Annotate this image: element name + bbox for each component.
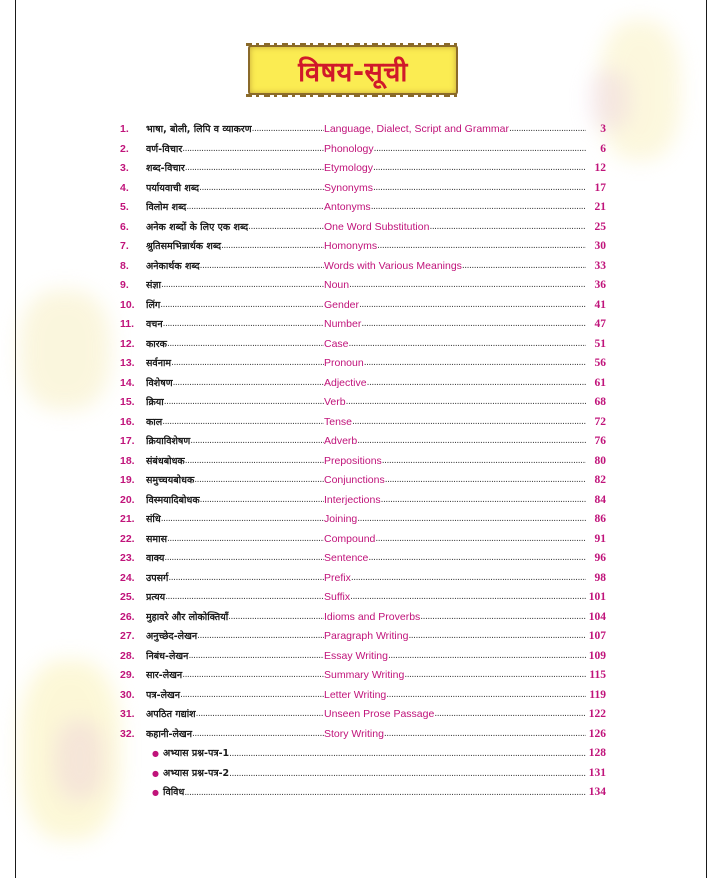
- leader-dots: [381, 491, 586, 511]
- toc-entry[interactable]: [120, 218, 606, 238]
- entry-page-number: 122: [588, 708, 606, 720]
- entry-page-number: 128: [588, 747, 606, 759]
- entry-number: 24.: [120, 571, 135, 584]
- entry-hindi-title: विस्मयादिबोधक: [146, 494, 200, 506]
- entry-page-number: 101: [588, 591, 606, 603]
- entry-english-title: Number: [324, 318, 362, 330]
- toc-entry[interactable]: [120, 627, 606, 647]
- entry-page-number: 61: [594, 376, 606, 389]
- leader-dots: [374, 140, 586, 160]
- entry-hindi-title: संज्ञा: [146, 280, 161, 291]
- leader-dots: [229, 765, 586, 785]
- entry-english-title: Adjective: [324, 376, 367, 389]
- leader-dots: [173, 374, 324, 394]
- entry-english-title: Case: [324, 337, 349, 350]
- entry-page-number: 119: [589, 688, 606, 701]
- entry-hindi-title: उपसर्ग: [146, 572, 169, 584]
- entry-hindi-title: विशेषण: [146, 377, 173, 389]
- entry-hindi-title: वाक्य: [146, 553, 165, 564]
- leader-dots: [384, 725, 586, 745]
- entry-number: 28.: [120, 649, 135, 662]
- leader-dots: [361, 315, 586, 335]
- puzzle-decoration-bottom-left-2: [55, 720, 105, 800]
- leader-dots: [199, 179, 324, 199]
- leader-dots: [200, 257, 324, 277]
- entry-page-number: 3: [600, 123, 606, 135]
- toc-extra-entry[interactable]: [120, 783, 606, 803]
- leader-dots: [167, 335, 324, 355]
- leader-dots: [228, 608, 324, 628]
- leader-dots: [164, 393, 324, 413]
- leader-dots: [350, 588, 586, 608]
- leader-dots: [248, 218, 324, 238]
- puzzle-decoration-left: [20, 290, 110, 410]
- bullet-icon: ●: [152, 788, 159, 797]
- entry-number: 9.: [120, 279, 129, 291]
- toc-entry[interactable]: [120, 588, 606, 608]
- entry-hindi-title: सर्वनाम: [146, 358, 172, 369]
- entry-english-title: Compound: [324, 532, 376, 545]
- leader-dots: [184, 784, 586, 804]
- leader-dots: [349, 276, 586, 296]
- entry-number: 18.: [120, 454, 135, 467]
- extra-hindi-title: विविध: [162, 787, 185, 798]
- toc-entry[interactable]: [120, 432, 606, 452]
- entry-english-title: Joining: [324, 513, 358, 525]
- entry-hindi-title: भाषा, बोली, लिपि व व्याकरण: [146, 124, 252, 135]
- entry-english-title: Phonology: [324, 142, 374, 155]
- entry-number: 21.: [120, 513, 135, 525]
- entry-page-number: 91: [594, 532, 606, 545]
- entry-english-title: Gender: [324, 298, 360, 311]
- entry-page-number: 96: [594, 552, 606, 564]
- entry-number: 15.: [120, 396, 135, 408]
- entry-hindi-title: सार-लेखन: [146, 670, 183, 681]
- entry-hindi-title: लिंग: [146, 299, 161, 311]
- toc-entry[interactable]: [120, 471, 606, 491]
- entry-english-title: Letter Writing: [324, 688, 387, 701]
- toc-entry[interactable]: [120, 510, 606, 530]
- entry-hindi-title: कहानी-लेखन: [146, 728, 192, 740]
- leader-dots: [351, 569, 586, 589]
- entry-page-number: 76: [594, 435, 606, 447]
- leader-dots: [357, 432, 586, 452]
- toc-entry[interactable]: [120, 549, 606, 569]
- extra-hindi-title: अभ्यास प्रश्न-पत्र-2: [162, 767, 230, 779]
- entry-number: 2.: [120, 142, 129, 155]
- entry-hindi-title: निबंध-लेखन: [146, 650, 189, 662]
- entry-hindi-title: पत्र-लेखन: [146, 689, 181, 701]
- leader-dots: [349, 335, 586, 355]
- toc-entry[interactable]: [120, 725, 606, 745]
- leader-dots: [168, 569, 324, 589]
- entry-page-number: 104: [588, 610, 606, 623]
- leader-dots: [429, 218, 586, 238]
- toc-entry[interactable]: [120, 179, 606, 199]
- entry-hindi-title: पर्यायवाची शब्द: [146, 182, 200, 194]
- leader-dots: [509, 120, 586, 140]
- entry-page-number: 80: [594, 454, 606, 467]
- entry-number: 30.: [120, 688, 135, 701]
- entry-english-title: Homonyms: [324, 240, 378, 252]
- toc-entry[interactable]: [120, 198, 606, 218]
- entry-english-title: Noun: [324, 279, 350, 291]
- entry-page-number: 84: [594, 493, 606, 506]
- entry-hindi-title: कारक: [146, 338, 167, 350]
- leader-dots: [161, 276, 324, 296]
- entry-number: 22.: [120, 532, 135, 545]
- toc-entry[interactable]: [120, 686, 606, 706]
- entry-hindi-title: मुहावरे और लोकोक्तियाँ: [146, 611, 229, 623]
- leader-dots: [190, 432, 324, 452]
- entry-hindi-title: अनेकार्थक शब्द: [146, 260, 200, 272]
- leader-dots: [185, 452, 324, 472]
- entry-number: 16.: [120, 415, 135, 428]
- entry-page-number: 51: [594, 337, 606, 350]
- leader-dots: [420, 608, 586, 628]
- entry-english-title: Conjunctions: [324, 474, 385, 486]
- toc-entry[interactable]: [120, 452, 606, 472]
- entry-number: 13.: [120, 357, 135, 369]
- entry-hindi-title: विलोम शब्द: [146, 202, 187, 213]
- entry-english-title: Pronoun: [324, 357, 364, 369]
- toc-entry[interactable]: [120, 491, 606, 511]
- bullet-icon: ●: [152, 749, 159, 758]
- entry-english-title: Language, Dialect, Script and Grammar: [324, 123, 510, 135]
- leader-dots: [192, 725, 324, 745]
- leader-dots: [165, 588, 324, 608]
- leader-dots: [434, 705, 586, 725]
- entry-page-number: 115: [589, 669, 606, 681]
- entry-number: 29.: [120, 669, 135, 681]
- leader-dots: [382, 452, 586, 472]
- toc-entry[interactable]: [120, 530, 606, 550]
- entry-page-number: 25: [594, 220, 606, 233]
- toc-extra-entry[interactable]: [120, 764, 606, 784]
- entry-page-number: 109: [588, 649, 606, 662]
- toc-entry[interactable]: [120, 374, 606, 394]
- leader-dots: [194, 471, 324, 491]
- entry-english-title: Verb: [324, 396, 346, 408]
- entry-hindi-title: संबंधबोधक: [146, 455, 185, 467]
- leader-dots: [200, 491, 324, 511]
- entry-hindi-title: वर्ण-विचार: [146, 143, 183, 155]
- entry-hindi-title: अनुच्छेद-लेखन: [146, 631, 198, 642]
- toc-entry[interactable]: [120, 335, 606, 355]
- toc-entry[interactable]: [120, 608, 606, 628]
- entry-english-title: Idioms and Proverbs: [324, 610, 421, 623]
- leader-dots: [252, 120, 324, 140]
- entry-page-number: 107: [588, 630, 606, 642]
- entry-english-title: Suffix: [324, 591, 351, 603]
- leader-dots: [197, 627, 324, 647]
- toc-entry[interactable]: [120, 237, 606, 257]
- leader-dots: [386, 686, 586, 706]
- entry-page-number: 33: [594, 259, 606, 272]
- entry-page-number: 86: [594, 513, 606, 525]
- entry-page-number: 72: [594, 415, 606, 428]
- entry-page-number: 56: [594, 357, 606, 369]
- toc-entry[interactable]: [120, 120, 606, 140]
- toc-entry[interactable]: [120, 393, 606, 413]
- leader-dots: [161, 510, 324, 530]
- entry-page-number: 131: [588, 766, 606, 779]
- entry-page-number: 41: [594, 298, 606, 311]
- toc-entry[interactable]: [120, 413, 606, 433]
- entry-english-title: Unseen Prose Passage: [324, 708, 435, 720]
- leader-dots: [385, 471, 586, 491]
- entry-number: 32.: [120, 727, 135, 740]
- entry-hindi-title: अपठित गद्यांश: [146, 709, 196, 720]
- entry-english-title: Essay Writing: [324, 649, 388, 662]
- entry-english-title: Prefix: [324, 571, 351, 584]
- entry-number: 12.: [120, 337, 135, 350]
- leader-dots: [359, 296, 586, 316]
- table-of-contents: [120, 120, 606, 803]
- leader-dots: [371, 198, 586, 218]
- entry-english-title: Paragraph Writing: [324, 630, 409, 642]
- entry-number: 6.: [120, 220, 129, 233]
- entry-page-number: 30: [594, 240, 606, 252]
- entry-number: 5.: [120, 201, 129, 213]
- entry-english-title: Story Writing: [324, 727, 384, 740]
- toc-entry[interactable]: [120, 159, 606, 179]
- leader-dots: [164, 549, 324, 569]
- entry-english-title: One Word Substitution: [324, 220, 430, 233]
- leader-dots: [186, 198, 324, 218]
- leader-dots: [352, 413, 586, 433]
- leader-dots: [229, 745, 586, 765]
- toc-entry[interactable]: [120, 354, 606, 374]
- toc-entry[interactable]: [120, 705, 606, 725]
- entry-number: 17.: [120, 435, 135, 447]
- entry-hindi-title: समास: [146, 533, 167, 545]
- toc-entry[interactable]: [120, 647, 606, 667]
- entry-number: 3.: [120, 162, 129, 174]
- entry-page-number: 12: [594, 162, 606, 174]
- entry-number: 27.: [120, 630, 135, 642]
- toc-entry[interactable]: [120, 315, 606, 335]
- entry-number: 14.: [120, 376, 135, 389]
- toc-entry[interactable]: [120, 569, 606, 589]
- entry-number: 20.: [120, 493, 135, 506]
- leader-dots: [373, 179, 586, 199]
- entry-number: 25.: [120, 591, 135, 603]
- entry-english-title: Words with Various Meanings: [324, 259, 462, 272]
- toc-entry[interactable]: [120, 276, 606, 296]
- entry-page-number: 68: [594, 396, 606, 408]
- entry-page-number: 98: [594, 571, 606, 584]
- leader-dots: [364, 354, 586, 374]
- toc-extra-entry[interactable]: [120, 744, 606, 764]
- bullet-icon: ●: [152, 768, 159, 778]
- entry-number: 31.: [120, 708, 135, 720]
- leader-dots: [162, 413, 324, 433]
- leader-dots: [182, 140, 324, 160]
- leader-dots: [182, 666, 324, 686]
- entry-number: 23.: [120, 552, 135, 564]
- entry-number: 1.: [120, 123, 129, 135]
- entry-hindi-title: प्रत्यय: [146, 592, 166, 603]
- toc-entry[interactable]: [120, 257, 606, 277]
- entry-hindi-title: श्रुतिसमभिन्नार्थक शब्द: [146, 241, 222, 252]
- entry-hindi-title: समुच्चयबोधक: [146, 475, 195, 486]
- leader-dots: [171, 354, 324, 374]
- toc-entry[interactable]: [120, 140, 606, 160]
- toc-entry[interactable]: [120, 296, 606, 316]
- entry-number: 26.: [120, 610, 135, 623]
- page-title: विषय-सूची: [298, 56, 408, 88]
- leader-dots: [188, 647, 324, 667]
- entry-hindi-title: क्रियाविशेषण: [146, 436, 191, 447]
- entry-hindi-title: शब्द-विचार: [146, 163, 185, 174]
- entry-page-number: 36: [594, 279, 606, 291]
- leader-dots: [375, 530, 586, 550]
- entry-hindi-title: काल: [146, 416, 163, 428]
- leader-dots: [388, 647, 586, 667]
- leader-dots: [346, 393, 586, 413]
- entry-page-number: 47: [594, 318, 606, 330]
- entry-hindi-title: क्रिया: [146, 397, 164, 408]
- leader-dots: [404, 666, 586, 686]
- entry-hindi-title: अनेक शब्दों के लिए एक शब्द: [146, 221, 249, 233]
- leader-dots: [185, 159, 324, 179]
- leader-dots: [196, 705, 324, 725]
- leader-dots: [408, 627, 586, 647]
- leader-dots: [377, 237, 586, 257]
- entry-page-number: 134: [588, 786, 606, 798]
- entry-number: 10.: [120, 298, 135, 311]
- entry-hindi-title: संधि: [146, 514, 161, 525]
- entry-english-title: Adverb: [324, 435, 358, 447]
- leader-dots: [160, 296, 324, 316]
- entry-hindi-title: वचन: [146, 319, 163, 330]
- leader-dots: [221, 237, 324, 257]
- entry-english-title: Antonyms: [324, 201, 371, 213]
- leader-dots: [368, 549, 586, 569]
- entry-number: 7.: [120, 240, 129, 252]
- leader-dots: [462, 257, 586, 277]
- entry-page-number: 21: [594, 201, 606, 213]
- entry-english-title: Sentence: [324, 552, 369, 564]
- leader-dots: [373, 159, 586, 179]
- leader-dots: [180, 686, 324, 706]
- leader-dots: [367, 374, 586, 394]
- entry-number: 11.: [120, 318, 135, 330]
- entry-page-number: 126: [588, 727, 606, 740]
- entry-english-title: Prepositions: [324, 454, 382, 467]
- entry-english-title: Tense: [324, 415, 353, 428]
- entry-page-number: 17: [594, 181, 606, 194]
- title-banner: [248, 45, 458, 95]
- toc-entry[interactable]: [120, 666, 606, 686]
- entry-number: 8.: [120, 259, 129, 272]
- leader-dots: [357, 510, 586, 530]
- entry-number: 19.: [120, 474, 135, 486]
- extra-hindi-title: अभ्यास प्रश्न-पत्र-1: [162, 748, 230, 759]
- entry-english-title: Synonyms: [324, 181, 374, 194]
- leader-dots: [163, 315, 324, 335]
- entry-page-number: 82: [594, 474, 606, 486]
- entry-english-title: Etymology: [324, 162, 374, 174]
- leader-dots: [167, 530, 324, 550]
- entry-english-title: Summary Writing: [324, 669, 405, 681]
- entry-page-number: 6: [600, 142, 606, 155]
- entry-english-title: Interjections: [324, 493, 381, 506]
- entry-number: 4.: [120, 181, 129, 194]
